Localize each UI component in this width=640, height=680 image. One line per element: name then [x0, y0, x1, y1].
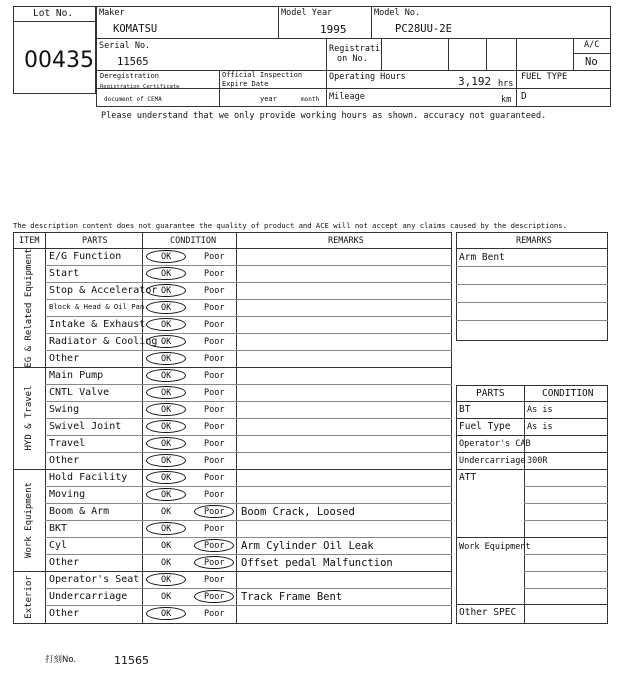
ok-option: OK — [161, 320, 172, 330]
km-unit: km — [501, 95, 512, 105]
ok-option: OK — [161, 609, 172, 619]
ok-selected-mark — [146, 420, 186, 433]
poor-option: Poor — [204, 286, 225, 296]
ok-option: OK — [161, 388, 172, 398]
poor-option: Poor — [204, 422, 225, 432]
remark-text: Boom Crack, Loosed — [241, 506, 355, 518]
registration-certificate-label: Registration Certificate — [100, 84, 180, 90]
poor-option: Poor — [204, 354, 225, 364]
part-label: Swivel Joint — [49, 421, 122, 432]
part-label: Block & Head & Oil Pan — [49, 302, 145, 311]
other-spec-label: Other SPEC — [459, 607, 517, 618]
ok-option: OK — [161, 558, 172, 568]
maker: KOMATSU — [113, 23, 158, 35]
ok-option: OK — [161, 371, 172, 381]
operating-hours: 3,192 — [458, 75, 492, 88]
poor-option: Poor — [204, 337, 225, 347]
ok-selected-mark — [146, 471, 186, 484]
ok-option: OK — [161, 405, 172, 415]
ok-option: OK — [161, 456, 172, 466]
ok-option: OK — [161, 337, 172, 347]
poor-option: Poor — [204, 558, 225, 568]
part-label: Radiator & Cooling — [49, 336, 158, 347]
bt-label: BT — [459, 404, 471, 415]
group-label: Exterior — [24, 574, 34, 619]
poor-option: Poor — [204, 609, 225, 619]
ok-option: OK — [161, 422, 172, 432]
part-label: Main Pump — [49, 370, 104, 381]
ok-option: OK — [161, 439, 172, 449]
undercarriage-value: 300R — [527, 456, 548, 466]
registration-label-2: on No. — [337, 54, 368, 64]
document-cema-label: document of CEMA — [104, 96, 162, 103]
header-item: ITEM — [19, 236, 40, 246]
poor-option: Poor — [204, 592, 225, 602]
ok-selected-mark — [146, 522, 186, 535]
operating-hours-label: Operating Hours — [329, 72, 406, 82]
poor-selected-mark — [194, 590, 234, 603]
right-parts-header: PARTS — [476, 388, 505, 399]
part-label: BKT — [49, 523, 68, 534]
maker-label: Maker — [99, 8, 125, 18]
ok-option: OK — [161, 575, 172, 585]
right-remarks-header: REMARKS — [516, 236, 552, 246]
part-label: Swing — [49, 404, 80, 415]
part-label: Stop & Accelerator — [49, 285, 158, 296]
work-equipment-label: Work Equipment — [459, 542, 531, 552]
poor-option: Poor — [204, 303, 225, 313]
deregistration-label: Deregistration — [100, 72, 160, 80]
poor-option: Poor — [204, 490, 225, 500]
ok-selected-mark — [146, 250, 186, 263]
ok-option: OK — [161, 592, 172, 602]
ok-option: OK — [161, 354, 172, 364]
ok-selected-mark — [146, 335, 186, 348]
serial-no-label: Serial No. — [99, 41, 151, 51]
month-label: month — [301, 96, 320, 103]
part-label: Cyl — [49, 540, 68, 551]
serial-no: 11565 — [117, 56, 149, 68]
operator-cab-label: Operator's CAB — [459, 439, 531, 449]
poor-selected-mark — [194, 505, 234, 518]
poor-option: Poor — [204, 405, 225, 415]
registration-label: Registrati — [329, 44, 381, 54]
part-label: Moving — [49, 489, 86, 500]
ok-selected-mark — [146, 284, 186, 297]
official-inspection-label: Official Inspection — [222, 71, 303, 79]
lot-no: 00435 — [24, 48, 94, 73]
ok-option: OK — [161, 524, 172, 534]
poor-option: Poor — [204, 371, 225, 381]
fuel-type-label: FUEL TYPE — [521, 72, 568, 82]
ok-selected-mark — [146, 607, 186, 620]
group-label: EG & Related Equipment — [24, 247, 34, 368]
ac-label: A/C — [584, 40, 600, 50]
part-label: Other — [49, 455, 80, 466]
header-condition: CONDITION — [170, 236, 217, 246]
ok-selected-mark — [146, 318, 186, 331]
bt-value: As is — [527, 405, 553, 415]
poor-option: Poor — [204, 524, 225, 534]
fuel-type: D — [521, 91, 527, 102]
poor-selected-mark — [194, 556, 234, 569]
right-remarks-line-1: Arm Bent — [459, 252, 505, 263]
ok-option: OK — [161, 541, 172, 551]
remark-text: Arm Cylinder Oil Leak — [241, 540, 374, 552]
part-label: Other — [49, 353, 80, 364]
poor-option: Poor — [204, 320, 225, 330]
ok-option: OK — [161, 303, 172, 313]
poor-option: Poor — [204, 541, 225, 551]
ok-selected-mark — [146, 488, 186, 501]
model-no: PC28UU-2E — [395, 23, 452, 35]
poor-option: Poor — [204, 252, 225, 262]
ok-selected-mark — [146, 369, 186, 382]
ok-option: OK — [161, 252, 172, 262]
poor-option: Poor — [204, 388, 225, 398]
stamp-value: 11565 — [114, 654, 149, 667]
stamp-label: 打刻No. — [45, 655, 77, 665]
remark-text: Track Frame Bent — [241, 591, 343, 603]
header-parts: PARTS — [82, 236, 108, 246]
poor-option: Poor — [204, 456, 225, 466]
part-label: Undercarriage — [49, 591, 128, 602]
ok-option: OK — [161, 269, 172, 279]
part-label: Travel — [49, 438, 86, 449]
ok-option: OK — [161, 286, 172, 296]
ok-selected-mark — [146, 573, 186, 586]
model-no-label: Model No. — [374, 8, 421, 18]
undercarriage-label: Undercarriage — [459, 456, 526, 466]
poor-option: Poor — [204, 269, 225, 279]
expire-date-label: Expire Date — [222, 80, 269, 88]
ok-selected-mark — [146, 301, 186, 314]
part-label: Other — [49, 557, 80, 568]
att-label: ATT — [459, 472, 477, 483]
ac-value: No — [585, 56, 598, 68]
lot-no-label: Lot No. — [33, 8, 74, 19]
model-year-label: Model Year — [281, 8, 333, 18]
part-label: Operator's Seat — [49, 574, 140, 585]
fuel-type-row-label: Fuel Type — [459, 421, 511, 432]
ok-option: OK — [161, 507, 172, 517]
ok-selected-mark — [146, 403, 186, 416]
header-remarks: REMARKS — [328, 236, 364, 246]
group-label: Work Equipment — [24, 482, 34, 558]
ok-option: OK — [161, 490, 172, 500]
poor-selected-mark — [194, 539, 234, 552]
poor-option: Poor — [204, 507, 225, 517]
ok-selected-mark — [146, 267, 186, 280]
ok-selected-mark — [146, 454, 186, 467]
right-condition-header: CONDITION — [542, 388, 594, 399]
poor-option: Poor — [204, 439, 225, 449]
hrs-unit: hrs — [498, 79, 514, 89]
part-label: Other — [49, 608, 80, 619]
part-label: CNTL Valve — [49, 387, 110, 398]
ok-option: OK — [161, 473, 172, 483]
header-note: Please understand that we only provide working hours as shown. accuracy not guaranteed. — [101, 111, 547, 121]
year-label: year — [260, 95, 277, 103]
disclaimer: The description content does not guarantee the quality of product and ACE will not accept any claims caused by the descriptions. — [13, 221, 567, 230]
part-label: Intake & Exhaust — [49, 319, 146, 330]
part-label: Hold Facility — [49, 472, 128, 483]
poor-option: Poor — [204, 473, 225, 483]
model-year: 1995 — [320, 23, 347, 36]
part-label: Boom & Arm — [49, 506, 110, 517]
ok-selected-mark — [146, 386, 186, 399]
mileage-label: Mileage — [329, 92, 365, 102]
ok-selected-mark — [146, 352, 186, 365]
part-label: Start — [49, 268, 80, 279]
remark-text: Offset pedal Malfunction — [241, 557, 393, 569]
fuel-type-row-value: As is — [527, 422, 553, 432]
group-label: HYD & Travel — [24, 385, 34, 451]
ok-selected-mark — [146, 437, 186, 450]
part-label: E/G Function — [49, 251, 122, 262]
poor-option: Poor — [204, 575, 225, 585]
